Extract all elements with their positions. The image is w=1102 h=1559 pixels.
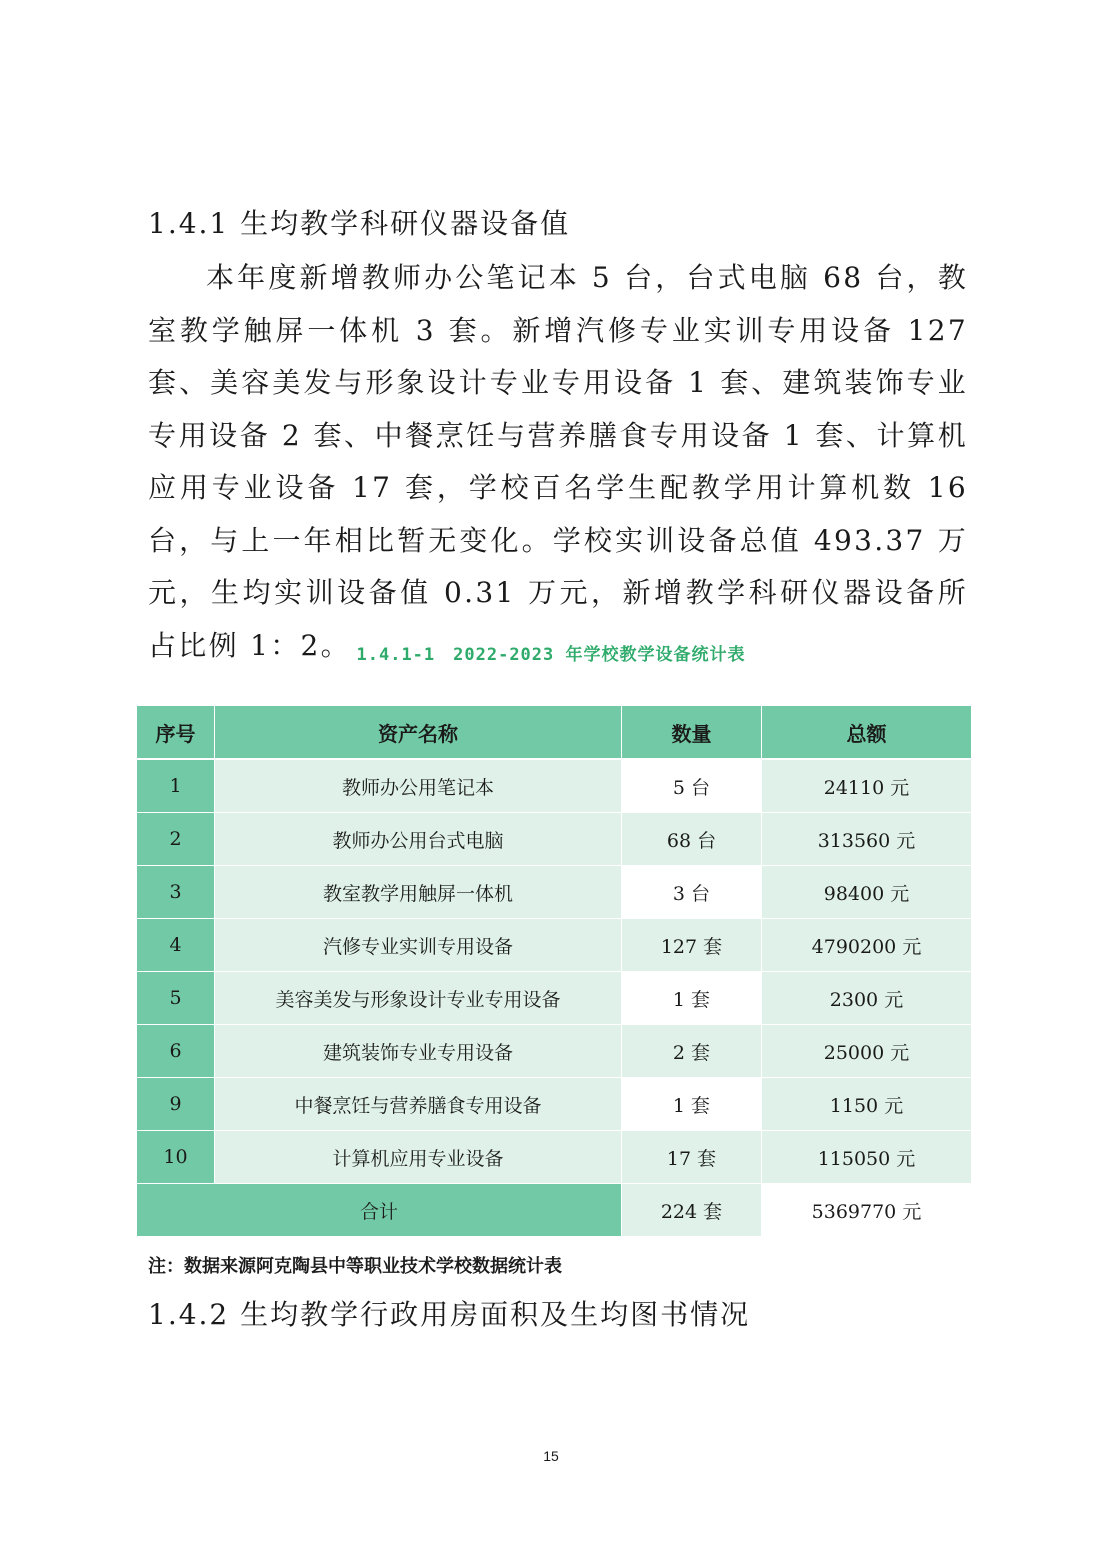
asset-amount: 25000 元 [762, 1025, 972, 1078]
asset-name: 教师办公用笔记本 [215, 759, 622, 813]
table-row [137, 1131, 972, 1184]
asset-amount: 98400 元 [762, 866, 972, 919]
body-paragraph: 本年度新增教师办公笔记本 5 台，台式电脑 68 台，教室教学触屏一体机 3 套。新增汽修专业实训专用设备 127 套、美容美发与形象设计专业专用设备 1 套、建筑装饰专业专用设备 2 套、中餐烹饪与营养膳食专用设备 1 套、计算机应用专业设备 17 套，学校百名学生配教学用计算机数 16 台，与上一年相比暂无变化。学校实训设备总值 493.37 万元，生均实训设备值 0.31 万元，新增教学科研仪器设备所占比例 1：2。 [148, 261, 968, 662]
row-number: 4 [137, 919, 215, 972]
asset-name: 计算机应用专业设备 [215, 1131, 622, 1184]
asset-name: 中餐烹饪与营养膳食专用设备 [215, 1078, 622, 1131]
total-label: 合计 [137, 1184, 622, 1237]
asset-amount: 24110 元 [762, 759, 972, 813]
header-cell: 序号 [137, 706, 215, 760]
asset-amount: 2300 元 [762, 972, 972, 1025]
row-number: 1 [137, 759, 215, 813]
page-number: 15 [543, 1448, 559, 1464]
asset-quantity: 127 套 [622, 919, 762, 972]
row-number: 2 [137, 813, 215, 866]
table-header-row [137, 706, 972, 760]
asset-name: 教室教学用触屏一体机 [215, 866, 622, 919]
section-heading: 1.4.1 生均教学科研仪器设备值 [148, 207, 571, 240]
table-row [137, 866, 972, 919]
table-row [137, 759, 972, 813]
asset-name: 汽修专业实训专用设备 [215, 919, 622, 972]
header-cell: 数量 [622, 706, 762, 760]
table-caption: 1.4.1-1 2022-2023 年学校教学设备统计表 [356, 645, 746, 665]
asset-amount: 1150 元 [762, 1078, 972, 1131]
table-row [137, 919, 972, 972]
header-cell: 总额 [762, 706, 972, 760]
table-total-row [137, 1184, 972, 1237]
table-row [137, 1025, 972, 1078]
asset-quantity: 3 台 [622, 866, 762, 919]
row-number: 9 [137, 1078, 215, 1131]
equipment-table [136, 705, 972, 1237]
header-cell: 资产名称 [215, 706, 622, 760]
next-section-heading: 1.4.2 生均教学行政用房面积及生均图书情况 [148, 1298, 751, 1331]
row-number: 10 [137, 1131, 215, 1184]
asset-name: 建筑装饰专业专用设备 [215, 1025, 622, 1078]
asset-amount: 313560 元 [762, 813, 972, 866]
table-row [137, 972, 972, 1025]
table-row [137, 1078, 972, 1131]
asset-name: 美容美发与形象设计专业专用设备 [215, 972, 622, 1025]
table-row [137, 813, 972, 866]
row-number: 6 [137, 1025, 215, 1078]
asset-quantity: 5 台 [622, 759, 762, 813]
total-amount: 5369770 元 [762, 1184, 972, 1237]
asset-quantity: 17 套 [622, 1131, 762, 1184]
row-number: 5 [137, 972, 215, 1025]
asset-quantity: 68 台 [622, 813, 762, 866]
asset-name: 教师办公用台式电脑 [215, 813, 622, 866]
asset-quantity: 2 套 [622, 1025, 762, 1078]
asset-quantity: 1 套 [622, 972, 762, 1025]
table-note: 注：数据来源阿克陶县中等职业技术学校数据统计表 [148, 1256, 562, 1277]
row-number: 3 [137, 866, 215, 919]
total-quantity: 224 套 [622, 1184, 762, 1237]
asset-amount: 115050 元 [762, 1131, 972, 1184]
asset-amount: 4790200 元 [762, 919, 972, 972]
asset-quantity: 1 套 [622, 1078, 762, 1131]
